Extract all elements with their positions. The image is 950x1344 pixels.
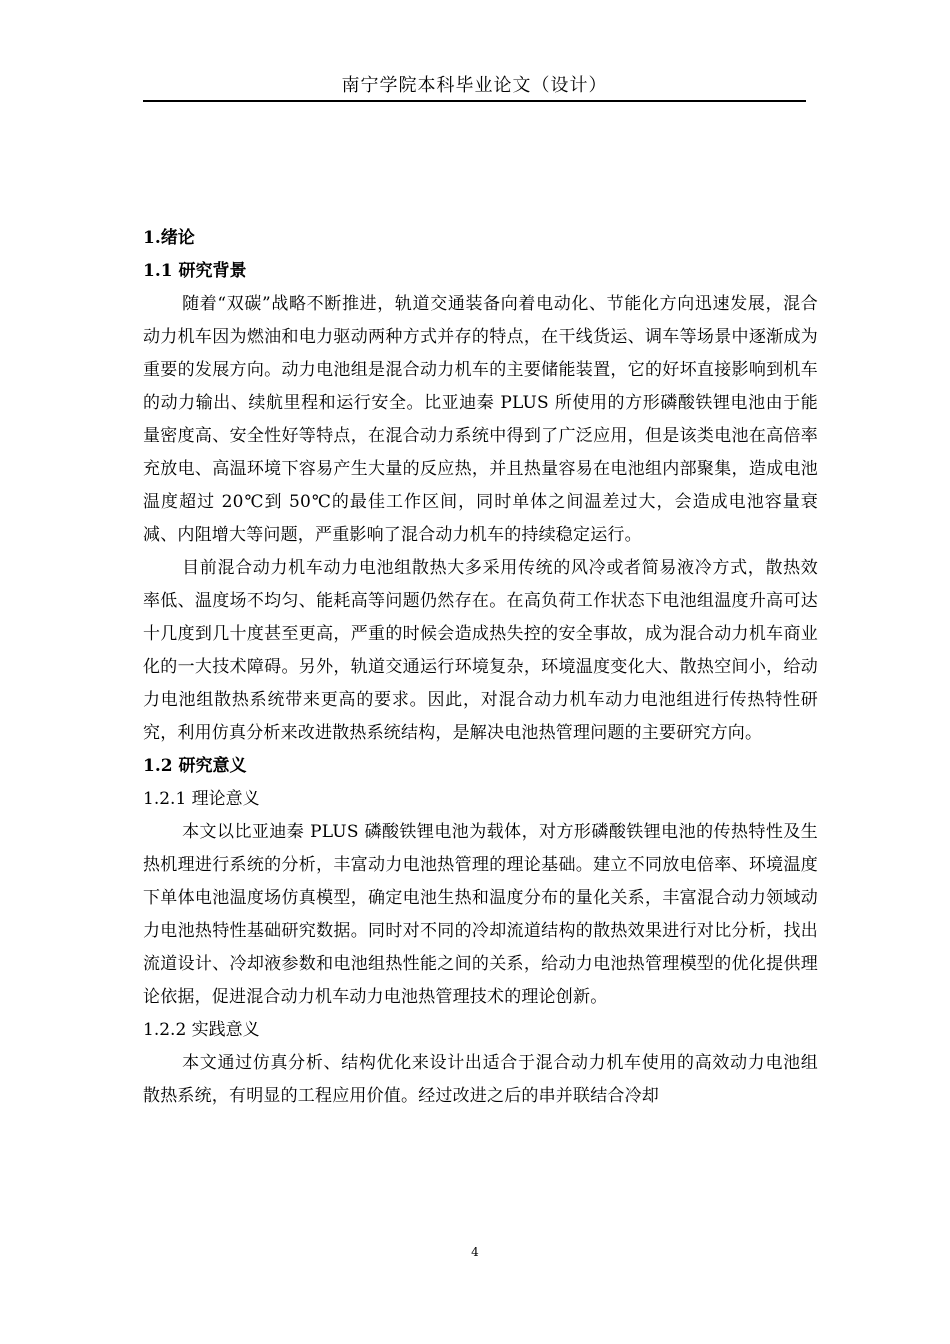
page-number: 4 xyxy=(471,1245,479,1259)
header-rule xyxy=(143,100,806,102)
page-body xyxy=(143,222,818,1113)
chapter-title: 1.绪论 xyxy=(143,228,195,248)
paragraph: 本文以比亚迪秦 PLUS 磷酸铁锂电池为载体，对方形磷酸铁锂电池的传热特性及生热机理进行系统的分析，丰富动力电池热管理的理论基础。建立不同放电倍率、环境温度下单体电池温度场仿真模型，确定电池生热和温度分布的量化关系，丰富混合动力领域动力电池热特性基础研究数据。同时对不同的冷却流道结构的散热效果进行对比分析，找出流道设计、冷却液参数和电池组热性能之间的关系，给动力电池热管理模型的优化提供理论依据，促进混合动力机车动力电池热管理技术的理论创新。 xyxy=(143,822,818,1007)
paragraph: 目前混合动力机车动力电池组散热大多采用传统的风冷或者简易液冷方式，散热效率低、温度场不均匀、能耗高等问题仍然存在。在高负荷工作状态下电池组温度升高可达十几度到几十度甚至更高，严重的时候会造成热失控的安全事故，成为混合动力机车商业化的一大技术障碍。另外，轨道交通运行环境复杂，环境温度变化大、散热空间小，给动力电池组散热系统带来更高的要求。因此，对混合动力机车动力电池组进行传热特性研究，利用仿真分析来改进散热系统结构，是解决电池热管理问题的主要研究方向。 xyxy=(143,558,818,743)
running-header: 南宁学院本科毕业论文（设计） xyxy=(341,75,608,96)
paragraph: 本文通过仿真分析、结构优化来设计出适合于混合动力机车使用的高效动力电池组散热系统，有明显的工程应用价值。经过改进之后的串并联结合冷却 xyxy=(143,1053,818,1106)
subsection-heading-1-2-2: 1.2.2 实践意义 xyxy=(143,1020,260,1040)
subsection-heading-1-2-1: 1.2.1 理论意义 xyxy=(143,789,260,809)
paragraph: 随着“双碳”战略不断推进，轨道交通装备向着电动化、节能化方向迅速发展，混合动力机车因为燃油和电力驱动两种方式并存的特点，在干线货运、调车等场景中逐渐成为重要的发展方向。动力电池组是混合动力机车的主要储能装置，它的好坏直接影响到机车的动力输出、续航里程和运行安全。比亚迪秦 PLUS 所使用的方形磷酸铁锂电池由于能量密度高、安全性好等特点，在混合动力系统中得到了广泛应用，但是该类电池在高倍率充放电、高温环境下容易产生大量的反应热，并且热量容易在电池组内部聚集，造成电池温度超过 20℃到 50℃的最佳工作区间，同时单体之间温差过大，会造成电池容量衰减、内阻增大等问题，严重影响了混合动力机车的持续稳定运行。 xyxy=(143,294,818,545)
section-heading-1-2: 1.2 研究意义 xyxy=(143,756,247,776)
section-heading-1-1: 1.1 研究背景 xyxy=(143,261,247,281)
